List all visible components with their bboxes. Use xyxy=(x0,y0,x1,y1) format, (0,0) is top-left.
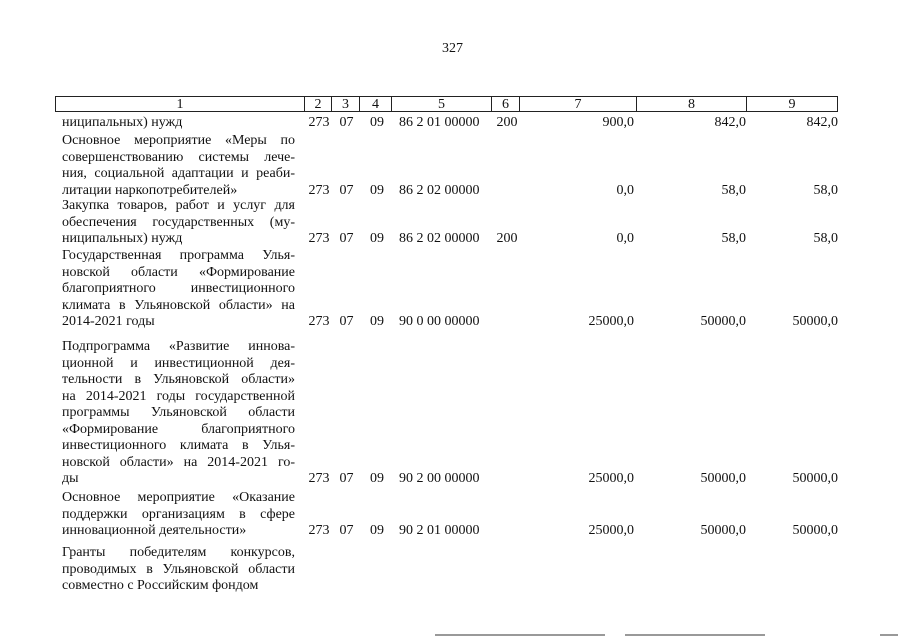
page-number: 327 xyxy=(442,41,463,56)
cell-c2: 273 xyxy=(308,231,330,246)
cell-c2: 273 xyxy=(308,314,330,329)
cell-c5: 90 2 00 00000 xyxy=(399,471,480,486)
description-line: 2014-2021 годы xyxy=(62,314,155,329)
description-line: Гранты победителям конкурсов, xyxy=(62,545,295,560)
description-line: климата в Ульяновской области» на xyxy=(62,297,295,313)
cell-c4: 09 xyxy=(370,314,384,329)
cell-c3: 07 xyxy=(339,523,354,538)
cell-c5: 86 2 02 00000 xyxy=(399,231,480,246)
cell-c3: 07 xyxy=(339,115,354,130)
cell-c6: 200 xyxy=(496,231,518,246)
scan-artifact xyxy=(435,634,605,636)
description-line: ния, социальной адаптации и реаби- xyxy=(62,166,295,181)
cell-c9: 842,0 xyxy=(806,115,838,130)
cell-c8: 50000,0 xyxy=(700,471,746,486)
row-description xyxy=(62,198,295,248)
cell-c9: 50000,0 xyxy=(792,523,838,538)
scan-artifact xyxy=(880,634,898,636)
header-col-5: 5 xyxy=(392,96,492,112)
description-line: обеспечения государственных (му- xyxy=(62,214,295,230)
cell-c5: 86 2 02 00000 xyxy=(399,182,480,198)
scan-artifact xyxy=(625,634,765,636)
description-line: совместно с Российским фондом xyxy=(62,578,259,593)
cell-c2: 273 xyxy=(308,523,330,538)
cell-c4: 09 xyxy=(370,115,384,130)
cell-c3: 07 xyxy=(339,471,354,486)
description-line: поддержки организациям в сфере xyxy=(62,506,295,522)
description-line: «Формирование благоприятного xyxy=(62,421,295,437)
description-line: ды xyxy=(62,471,79,486)
cell-c4: 09 xyxy=(370,231,384,246)
cell-c9: 58,0 xyxy=(813,231,838,246)
cell-c4: 09 xyxy=(370,523,384,538)
cell-c7: 25000,0 xyxy=(588,471,634,486)
description-line: проводимых в Ульяновской области xyxy=(62,561,295,577)
row-description xyxy=(62,490,295,540)
description-line: совершенствованию системы лече- xyxy=(62,149,295,165)
row-description xyxy=(62,115,295,132)
header-col-9: 9 xyxy=(747,96,838,112)
description-line: Основное мероприятие «Меры по xyxy=(62,133,295,148)
cell-c7: 0,0 xyxy=(616,182,634,198)
description-line: инновационной деятельности» xyxy=(62,523,247,538)
cell-c8: 58,0 xyxy=(721,231,746,246)
cell-c9: 58,0 xyxy=(813,182,838,198)
cell-c4: 09 xyxy=(370,182,384,198)
header-col-6: 6 xyxy=(492,96,520,112)
row-description xyxy=(62,248,295,331)
cell-c2: 273 xyxy=(308,182,330,198)
description-line: инвестиционного климата в Улья- xyxy=(62,438,295,453)
header-col-2: 2 xyxy=(305,96,332,112)
description-line: Основное мероприятие «Оказание xyxy=(62,490,295,505)
cell-c8: 842,0 xyxy=(714,115,746,130)
cell-c2: 273 xyxy=(308,115,330,130)
header-col-3: 3 xyxy=(332,96,360,112)
cell-c5: 86 2 01 00000 xyxy=(399,115,480,130)
description-line: Государственная программа Улья- xyxy=(62,248,295,263)
cell-c9: 50000,0 xyxy=(792,314,838,329)
cell-c3: 07 xyxy=(339,231,354,246)
cell-c3: 07 xyxy=(339,182,354,198)
header-col-4: 4 xyxy=(360,96,392,112)
cell-c2: 273 xyxy=(308,471,330,486)
header-col-1: 1 xyxy=(55,96,305,112)
cell-c3: 07 xyxy=(339,314,354,329)
description-line: ционной и инвестиционной дея- xyxy=(62,355,295,371)
description-line: программы Ульяновской области xyxy=(62,405,295,420)
cell-c5: 90 0 00 00000 xyxy=(399,314,480,329)
cell-c7: 25000,0 xyxy=(588,523,634,538)
cell-c9: 50000,0 xyxy=(792,471,838,486)
description-line: литации наркопотребителей» xyxy=(62,182,238,198)
cell-c7: 0,0 xyxy=(616,231,634,246)
description-line: благоприятного инвестиционного xyxy=(62,281,295,296)
description-line: на 2014-2021 годы государственной xyxy=(62,388,295,404)
description-line: ниципальных) нужд xyxy=(62,231,183,246)
cell-c8: 50000,0 xyxy=(700,523,746,538)
description-line: Подпрограмма «Развитие иннова- xyxy=(62,339,295,354)
cell-c5: 90 2 01 00000 xyxy=(399,523,480,538)
header-col-7: 7 xyxy=(520,96,637,112)
cell-c8: 58,0 xyxy=(721,182,746,198)
description-line: новской области «Формирование xyxy=(62,264,295,280)
header-col-8: 8 xyxy=(637,96,747,112)
description-line: ниципальных) нужд xyxy=(62,115,183,130)
description-line: новской области» на 2014-2021 го- xyxy=(62,454,295,470)
cell-c7: 900,0 xyxy=(602,115,634,130)
description-line: Закупка товаров, работ и услуг для xyxy=(62,198,295,213)
row-description xyxy=(62,133,295,199)
row-description xyxy=(62,339,295,488)
cell-c4: 09 xyxy=(370,471,384,486)
cell-c6: 200 xyxy=(496,115,518,130)
description-line: тельности в Ульяновской области» xyxy=(62,372,295,387)
cell-c8: 50000,0 xyxy=(700,314,746,329)
cell-c7: 25000,0 xyxy=(588,314,634,329)
row-description xyxy=(62,545,295,595)
